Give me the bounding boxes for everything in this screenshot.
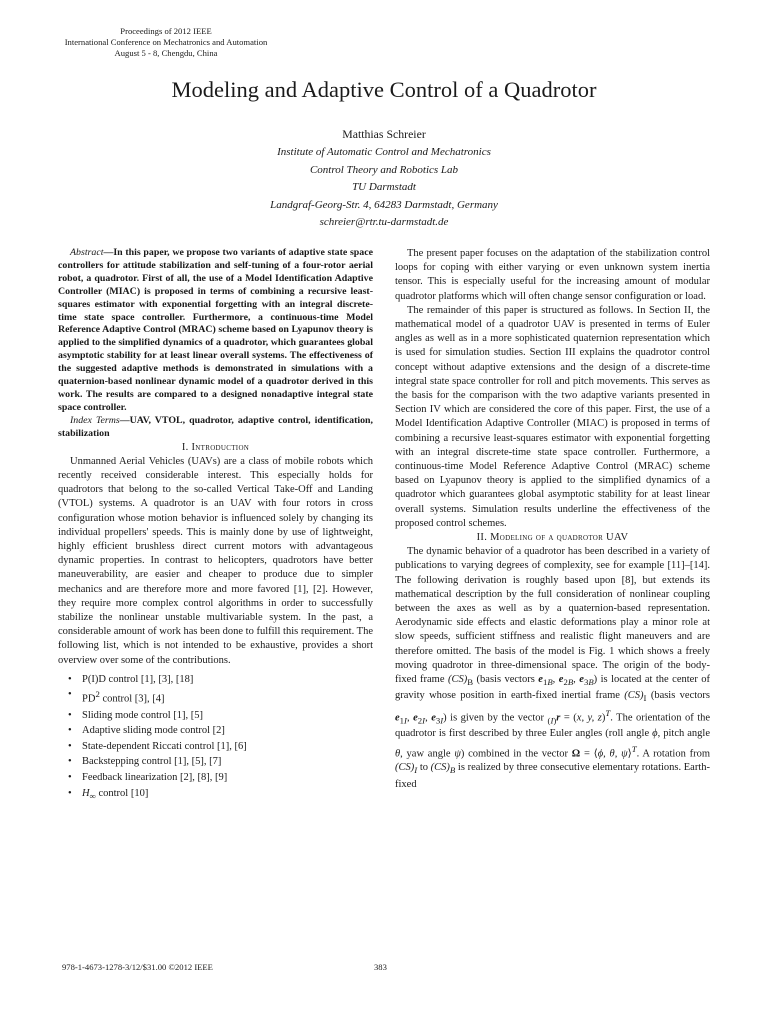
h-infinity-label: control [10] bbox=[98, 787, 149, 799]
list-item: • Backstepping control [1], [5], [7] bbox=[68, 754, 373, 770]
h-infinity-subscript: ∞ bbox=[89, 790, 96, 801]
para3-text: The dynamic behavior of a quadrotor has been described in a variety of publications to varying degrees of complexity, see for example [11]–[14]. The following derivation is roughly based upon [8], but extends its mathematical description by the full consideration of nonlinear coupling between the axes as well as by a quaternion-based representation. Aerodynamic side effects and elastic deformations play a minor role at slow speeds, sufficient stiffness and realistic flight maneuvers and are therefore omitted. The basis of the model is Fig. 1 which shows a freely moving quadrotor in three-dimensional space. The origin of the body-fixed frame bbox=[395, 546, 710, 686]
section-2-number: II. bbox=[476, 532, 488, 544]
list-item: • Sliding mode control [1], [5] bbox=[68, 708, 373, 724]
h-infinity-base: H bbox=[82, 787, 90, 799]
pd-base: PD bbox=[82, 693, 96, 705]
math-frame-b-subscript: B bbox=[467, 677, 474, 688]
basis-text-7: , yaw angle bbox=[400, 748, 455, 760]
controller-list bbox=[58, 672, 373, 804]
math-frame-i-subscript: I bbox=[643, 693, 647, 704]
basis-text-5: . The orientation of the quadrotor is first described by three Euler angles (roll angle bbox=[395, 712, 711, 740]
pd-superscript: 2 bbox=[95, 689, 100, 700]
index-terms-label: Index Terms bbox=[70, 414, 120, 426]
index-terms-text: —UAV, VTOL, quadrotor, adaptive control, identification, stabilization bbox=[58, 414, 373, 439]
section-2-heading bbox=[395, 531, 710, 545]
pd2-label: control [3], [4] bbox=[102, 693, 165, 705]
right-column bbox=[395, 247, 710, 792]
list-item: • P(I)D control [1], [3], [18] bbox=[68, 672, 373, 688]
section-1-heading bbox=[58, 441, 373, 455]
affiliation-line-3: TU Darmstadt bbox=[352, 181, 416, 194]
basis-text-4: ) is given by the vector bbox=[443, 712, 548, 724]
math-frame-b: (CS) bbox=[447, 674, 468, 686]
section-1-title: Introduction bbox=[191, 441, 250, 453]
list-item bbox=[68, 786, 373, 805]
basis-text-9: . A rotation from bbox=[636, 748, 710, 760]
affiliation-line-2: Control Theory and Robotics Lab bbox=[309, 163, 459, 176]
basis-text-1: (basis vectors bbox=[473, 674, 539, 686]
footer-isbn: 978-1-4673-1278-3/12/$31.00 ©2012 IEEE bbox=[62, 962, 213, 972]
list-item: • Adaptive sliding mode control [2] bbox=[68, 723, 373, 739]
abstract bbox=[58, 247, 373, 415]
affiliation-line-4: Landgraf-Georg-Str. 4, 64283 Darmstadt, Germany bbox=[270, 198, 498, 211]
affiliation-line-1: Institute of Automatic Control and Mechatronics bbox=[277, 146, 491, 158]
author-name: Matthias Schreier bbox=[342, 127, 426, 141]
list-item: • Feedback linearization [2], [8], [9] bbox=[68, 770, 373, 786]
basis-text-11: is realized by three consecutive elementary rotations. Earth-fixed bbox=[395, 762, 710, 790]
list-item: • State-dependent Riccati control [1], [6] bbox=[68, 739, 373, 755]
right-paragraph-3: The dynamic behavior of a quadrotor has been described in a variety of publications to varying degrees of complexity, see for example [11]–[14]. The following derivation is roughly based upon [8], but extends its mathematical description by the full consideration of nonlinear coupling between the axes as well as by a quaternion-based representation. Aerodynamic side effects and elastic deformations play a minor role at slow speeds, sufficient stiffness and realistic flight maneuvers and are therefore omitted. The basis of the model is Fig. 1 which shows a freely moving quadrotor in three-dimensional space. The origin of the body-fixed frame $(CS)_B$ (basis vectors $e_{1B}$, $e_{2B}$, $e_{3B}$) is located at the center of gravity whose position in earth-fixed inertial frame $(CS)_I$ (basis vectors $e_{1I}$, $e_{2I}$, $e_{3I}$) is given by the vector $_{(I)}$r = (x, y, z)$^T$. The orientation of the quadrotor is first described by three Euler angles (roll angle ϕ, pitch angle θ, yaw angle ψ) combined in the vector Ω = ⟨ϕ, θ, ψ⟩$^T$. A rotation from $(CS)_I$ to $(CS)_B$ is realized by three consecutive elementary rotations. Earth-fixed bbox=[395, 546, 711, 790]
right-paragraph-1: The present paper focuses on the adaptation of the stabilization control loops for coping with either varying or even unknown system inertia tensor. This is especially useful for the increasing amount of modular quadrotor platforms which will often change sensor configuration or load. bbox=[395, 248, 710, 302]
proceedings-line-1: Proceedings of 2012 IEEE bbox=[120, 26, 212, 36]
section-2-title: Modeling of a quadrotor UAV bbox=[490, 532, 629, 544]
basis-text-2: ) is located at the center of gravity whose position in earth-fixed inertial frame bbox=[395, 674, 711, 702]
abstract-text: —In this paper, we propose two variants of adaptive state space controllers for attitude stabilization and self-tuning of a four-rotor aerial robot, a quadrotor. First of all, the use of a Model Identification Adaptive Controller (MIAC) is proposed in terms of combining a recursive least-squares estimator with exponential forgetting with an integral discrete-time state space controller. Furthermore, a continuous-time Model Reference Adaptive Control (MRAC) scheme based on Lyapunov theory is applied to the simplified dynamics of a quadrotor, which guarantees global asymptotic stability for at least linear overall systems. The effectiveness of the suggested adaptive methods is demonstrated in simulations with a quaternion-based nonlinear dynamic model of a quadrotor derived in this work. The results are compared to a designed nonadaptive integral state space controller. bbox=[58, 247, 373, 413]
page-number: 383 bbox=[374, 962, 387, 972]
basis-text-8: ) combined in the vector bbox=[460, 748, 572, 760]
section-1-number: I. bbox=[181, 441, 189, 453]
affiliation bbox=[0, 144, 768, 232]
proceedings-line-3: August 5 - 8, Chengdu, China bbox=[114, 47, 218, 58]
right-paragraph-2: The remainder of this paper is structured as follows. In Section II, the mathematical model of a quadrotor UAV is presented in terms of Euler angles as well as in a more sophisticated quaternion representation which is used for simulation studies. Section III explains the quadrotor control concept without adaptive extensions and the design of a discrete-time integral state space controller for roll and pitch movements. This serves as the basis for the comparison with the two adaptive variants presented in Section IV which are considered the core of this paper. First, the use of a Model Identification Adaptive Controller (MIAC) is proposed in terms of combining a recursive least-squares estimator with exponential forgetting with an integral discrete-time state space controller. Furthermore, a continuous-time Model Reference Adaptive Control (MRAC) scheme based on Lyapunov theory is applied to the simplified dynamics of a quadrotor which guarantees global asymptotic stability for at least linear overall systems. Simulation results underline the effectiveness of the proposed control schemes. bbox=[395, 304, 710, 529]
basis-text-10: to bbox=[417, 762, 431, 774]
abstract-label: Abstract bbox=[70, 247, 104, 258]
paper-title: Modeling and Adaptive Control of a Quadrotor bbox=[171, 77, 597, 102]
basis-text-6: , pitch angle bbox=[657, 728, 710, 740]
proceedings-header bbox=[46, 26, 286, 58]
basis-text-3: (basis vectors bbox=[646, 690, 710, 702]
section-1-paragraph: Unmanned Aerial Vehicles (UAVs) are a class of mobile robots which recently received considerable interest. This especially holds for quadrotors that belong to the so-called Vertical Take-Off and Landing (VTOL) systems. A quadrotor is an UAV with four rotors in cross configuration whose motion behavior is influenced solely by changing its individual propellers' speeds. This is mainly done by use of lightweight, highly efficient brushless direct current motors with advantageous dynamic properties. In contrast to helicopters, quadrotors have better maneuverability, are easier and cheaper to produce due to simpler mechanics and are therefore more and more favored [1], [2]. However, they require more complex control algorithms in order to successfully stabilize the nonlinear unstable multivariable system. In the past, a considerable amount of work has been done to fulfill this requirement. The following list, which is not intended to be exhaustive, provides a short overview over some of the contributions. bbox=[58, 455, 373, 666]
proceedings-line-2: International Conference on Mechatronics and Automation bbox=[64, 36, 268, 47]
list-item bbox=[68, 687, 373, 707]
author-email: schreier@rtr.tu-darmstadt.de bbox=[319, 216, 449, 229]
index-terms bbox=[58, 415, 373, 441]
left-column bbox=[58, 247, 373, 804]
